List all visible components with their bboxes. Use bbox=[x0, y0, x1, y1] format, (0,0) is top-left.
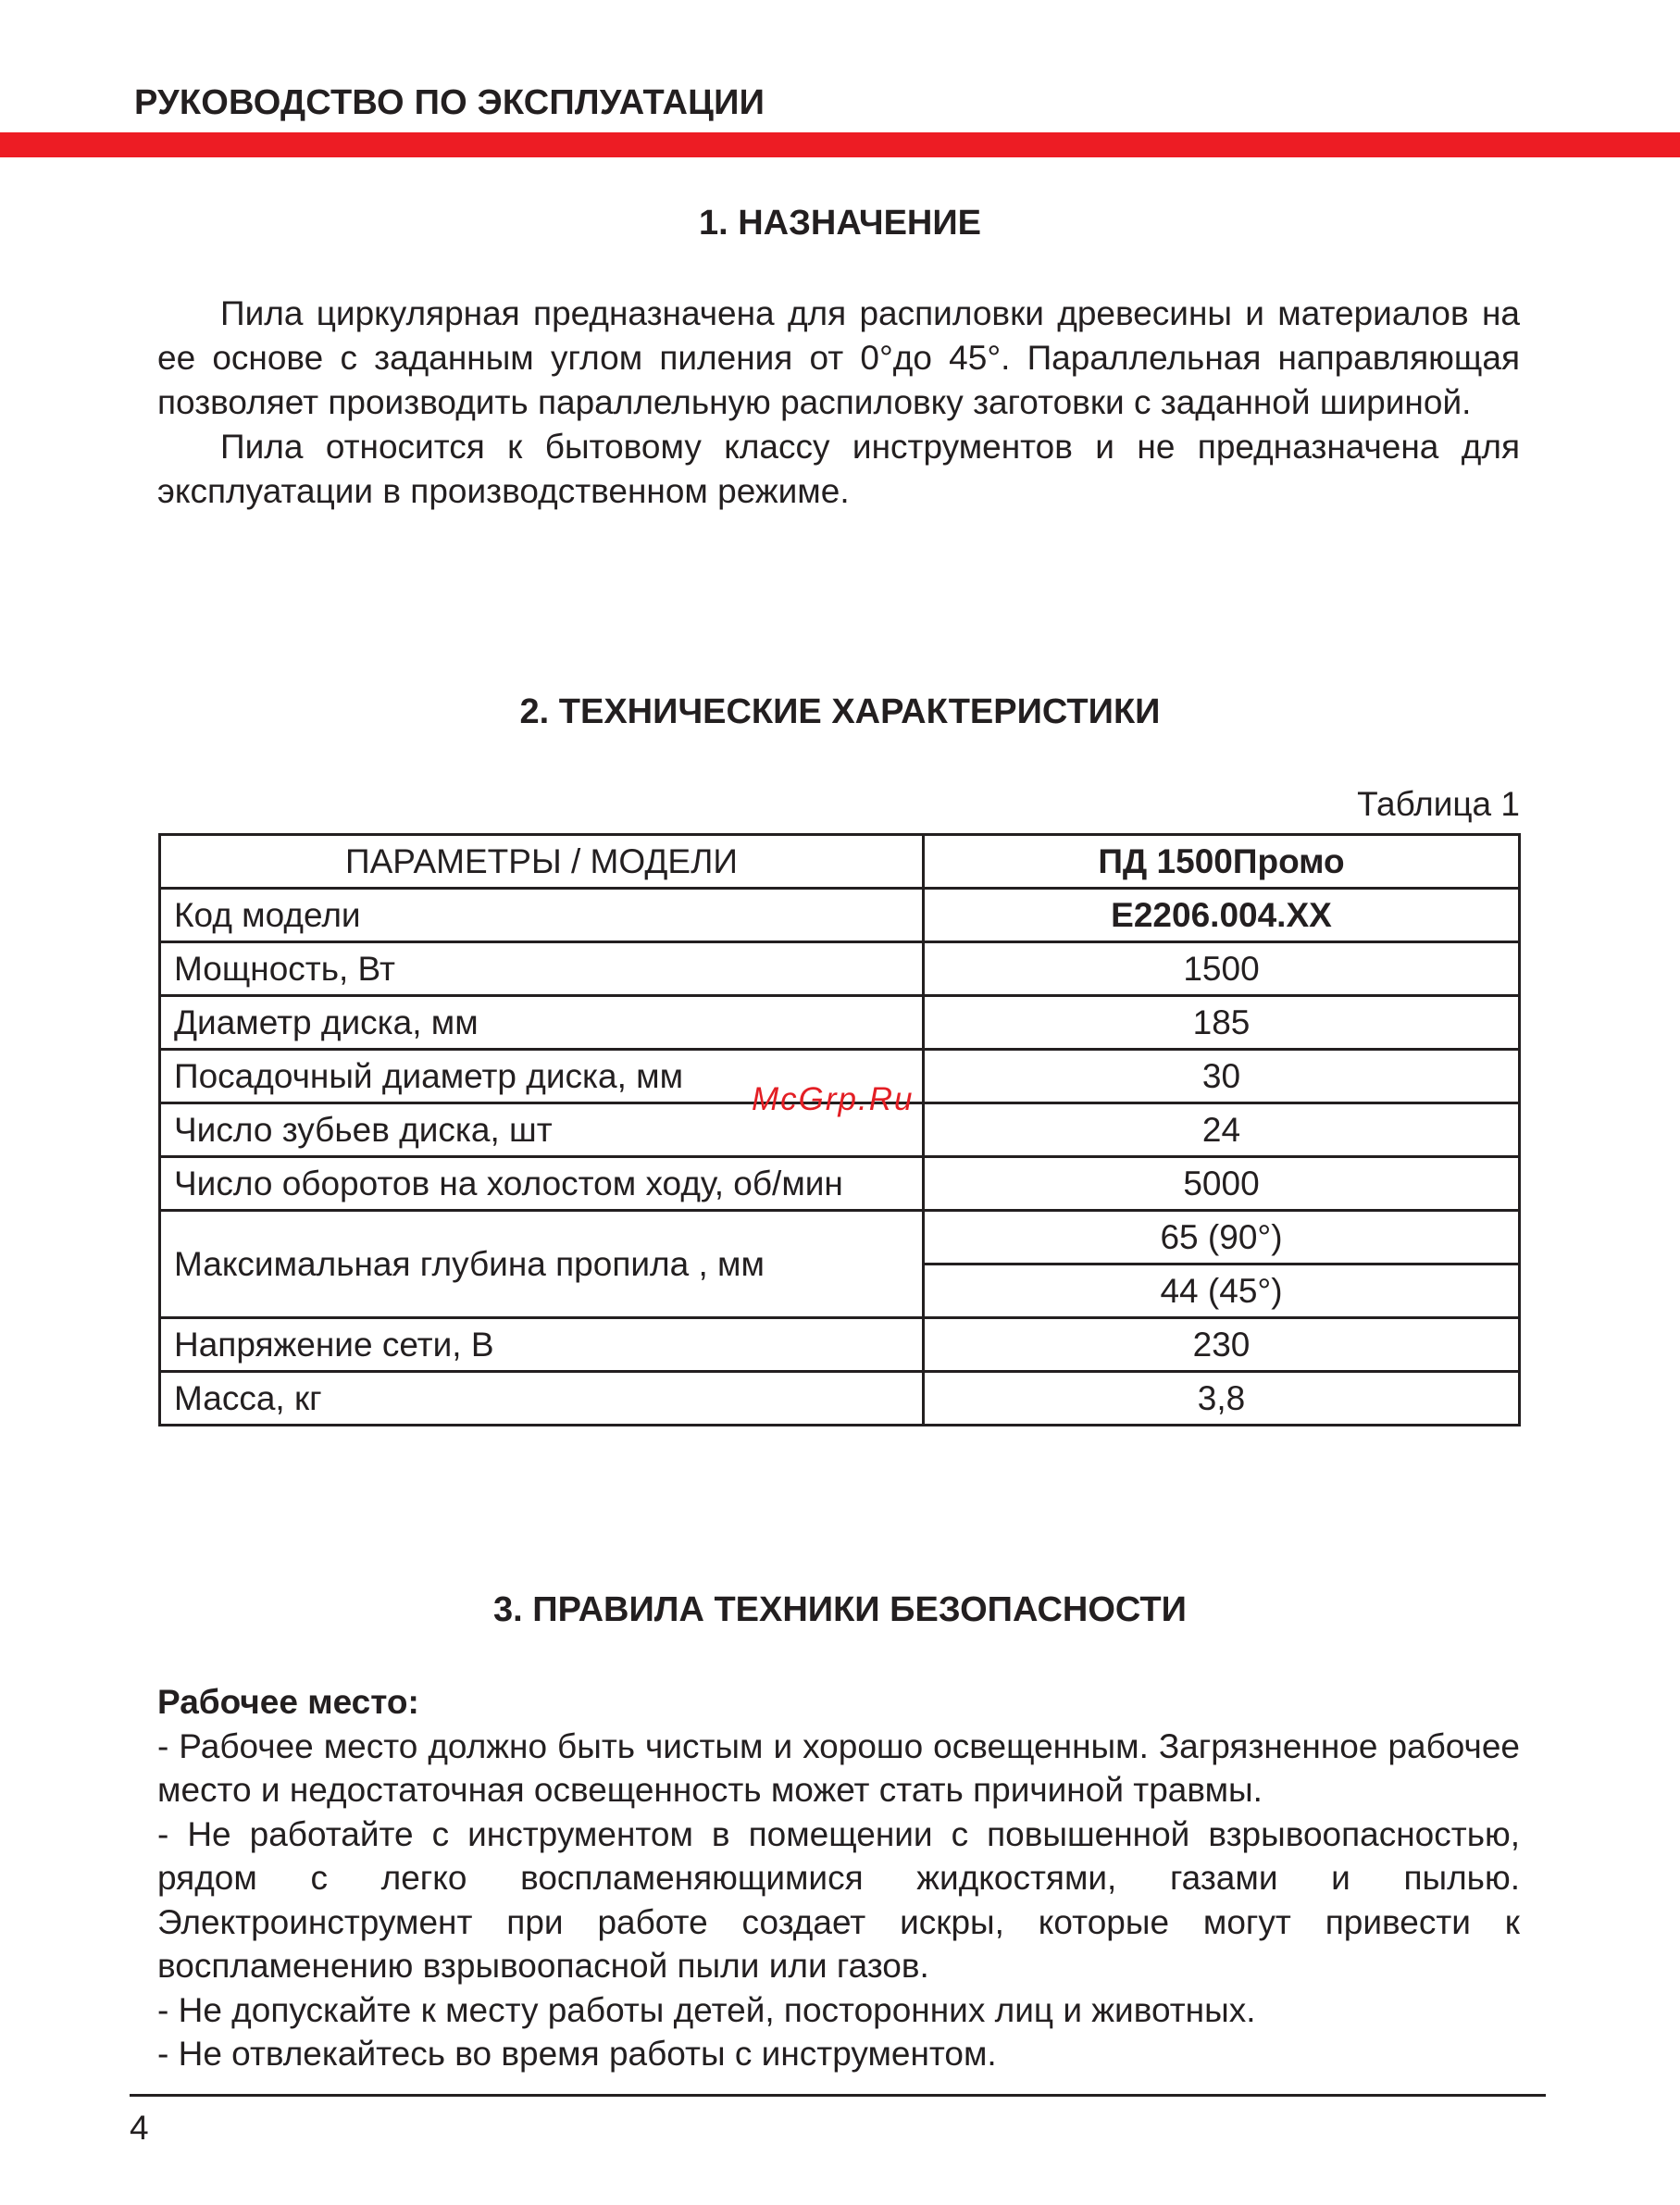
table-row bbox=[160, 1318, 1520, 1372]
purpose-text bbox=[157, 292, 1520, 514]
table-header-row bbox=[160, 835, 1520, 889]
safety-item: - Не работайте с инструментом в помещении с повышенной взрывоопасностью, рядом с легко воспламеняющимися жидкостями, газами и пылью. Электроинструмент при работе создает искры, которые могут привести к воспламенению взрывоопасной пыли или газов. bbox=[157, 1814, 1520, 1985]
header-red-bar bbox=[0, 132, 1680, 157]
safety-item: - Рабочее место должно быть чистым и хорошо освещенным. Загрязненное рабочее место и недостаточная освещенность может стать причиной травмы. bbox=[157, 1726, 1520, 1809]
table-cell-param: Число оборотов на холостом ходу, об/мин bbox=[160, 1157, 924, 1211]
table-row bbox=[160, 942, 1520, 996]
safety-item: - Не отвлекайтесь во время работы с инструментом. bbox=[157, 2035, 997, 2073]
safety-subheading: Рабочее место: bbox=[157, 1683, 419, 1721]
watermark: McGrp.Ru bbox=[752, 1081, 915, 1117]
table-cell-param: Число зубьев диска, шт bbox=[160, 1103, 924, 1157]
purpose-paragraph-1: Пила циркулярная предназначена для распиловки древесины и материалов на ее основе с заданным углом пиления от 0°до 45°. Параллельная направляющая позволяет производить параллельную распиловку заготовки с заданной шириной. bbox=[157, 294, 1520, 421]
table-cell-value: 185 bbox=[924, 996, 1520, 1050]
table-cell-value: 30 bbox=[924, 1050, 1520, 1103]
page-number: 4 bbox=[130, 2109, 149, 2147]
table-cell-param: Напряжение сети, В bbox=[160, 1318, 924, 1372]
table-cell-value-depth-90: 65 (90°) bbox=[924, 1211, 1520, 1264]
page-header-title: РУКОВОДСТВО ПО ЭКСПЛУАТАЦИИ bbox=[134, 83, 765, 122]
table-row bbox=[160, 1372, 1520, 1426]
table-row bbox=[160, 1157, 1520, 1211]
section-title-specs: 2. ТЕХНИЧЕСКИЕ ХАРАКТЕРИСТИКИ bbox=[519, 692, 1161, 731]
table-header-param: ПАРАМЕТРЫ / МОДЕЛИ bbox=[160, 835, 924, 889]
table-cell-value: 5000 bbox=[924, 1157, 1520, 1211]
table-cell-param-depth: Максимальная глубина пропила , мм bbox=[160, 1211, 924, 1318]
table-cell-value: E2206.004.XX bbox=[924, 889, 1520, 942]
table-cell-param: Код модели bbox=[160, 889, 924, 942]
table-cell-param: Масса, кг bbox=[160, 1372, 924, 1426]
table-cell-value: 3,8 bbox=[924, 1372, 1520, 1426]
footer-divider bbox=[130, 2094, 1546, 2097]
section-title-purpose: 1. НАЗНАЧЕНИЕ bbox=[698, 204, 982, 243]
safety-text bbox=[157, 1680, 1520, 2076]
specs-table bbox=[158, 833, 1521, 1426]
purpose-paragraph-2: Пила относится к бытовому классу инструментов и не предназначена для эксплуатации в производственном режиме. bbox=[157, 428, 1520, 510]
table-cell-value: 24 bbox=[924, 1103, 1520, 1157]
table-cell-param: Диаметр диска, мм bbox=[160, 996, 924, 1050]
table-cell-param: Мощность, Вт bbox=[160, 942, 924, 996]
section-title-safety: 3. ПРАВИЛА ТЕХНИКИ БЕЗОПАСНОСТИ bbox=[493, 1590, 1187, 1629]
table-row bbox=[160, 889, 1520, 942]
safety-item: - Не допускайте к месту работы детей, посторонних лиц и животных. bbox=[157, 1990, 1256, 2029]
table-cell-value-depth-45: 44 (45°) bbox=[924, 1264, 1520, 1318]
table-caption: Таблица 1 bbox=[1357, 785, 1520, 823]
table-cell-param: Посадочный диаметр диска, мм bbox=[160, 1050, 924, 1103]
table-row bbox=[160, 996, 1520, 1050]
table-header-model: ПД 1500Промо bbox=[924, 835, 1520, 889]
table-cell-value: 230 bbox=[924, 1318, 1520, 1372]
table-cell-value: 1500 bbox=[924, 942, 1520, 996]
table-row-depth bbox=[160, 1211, 1520, 1264]
